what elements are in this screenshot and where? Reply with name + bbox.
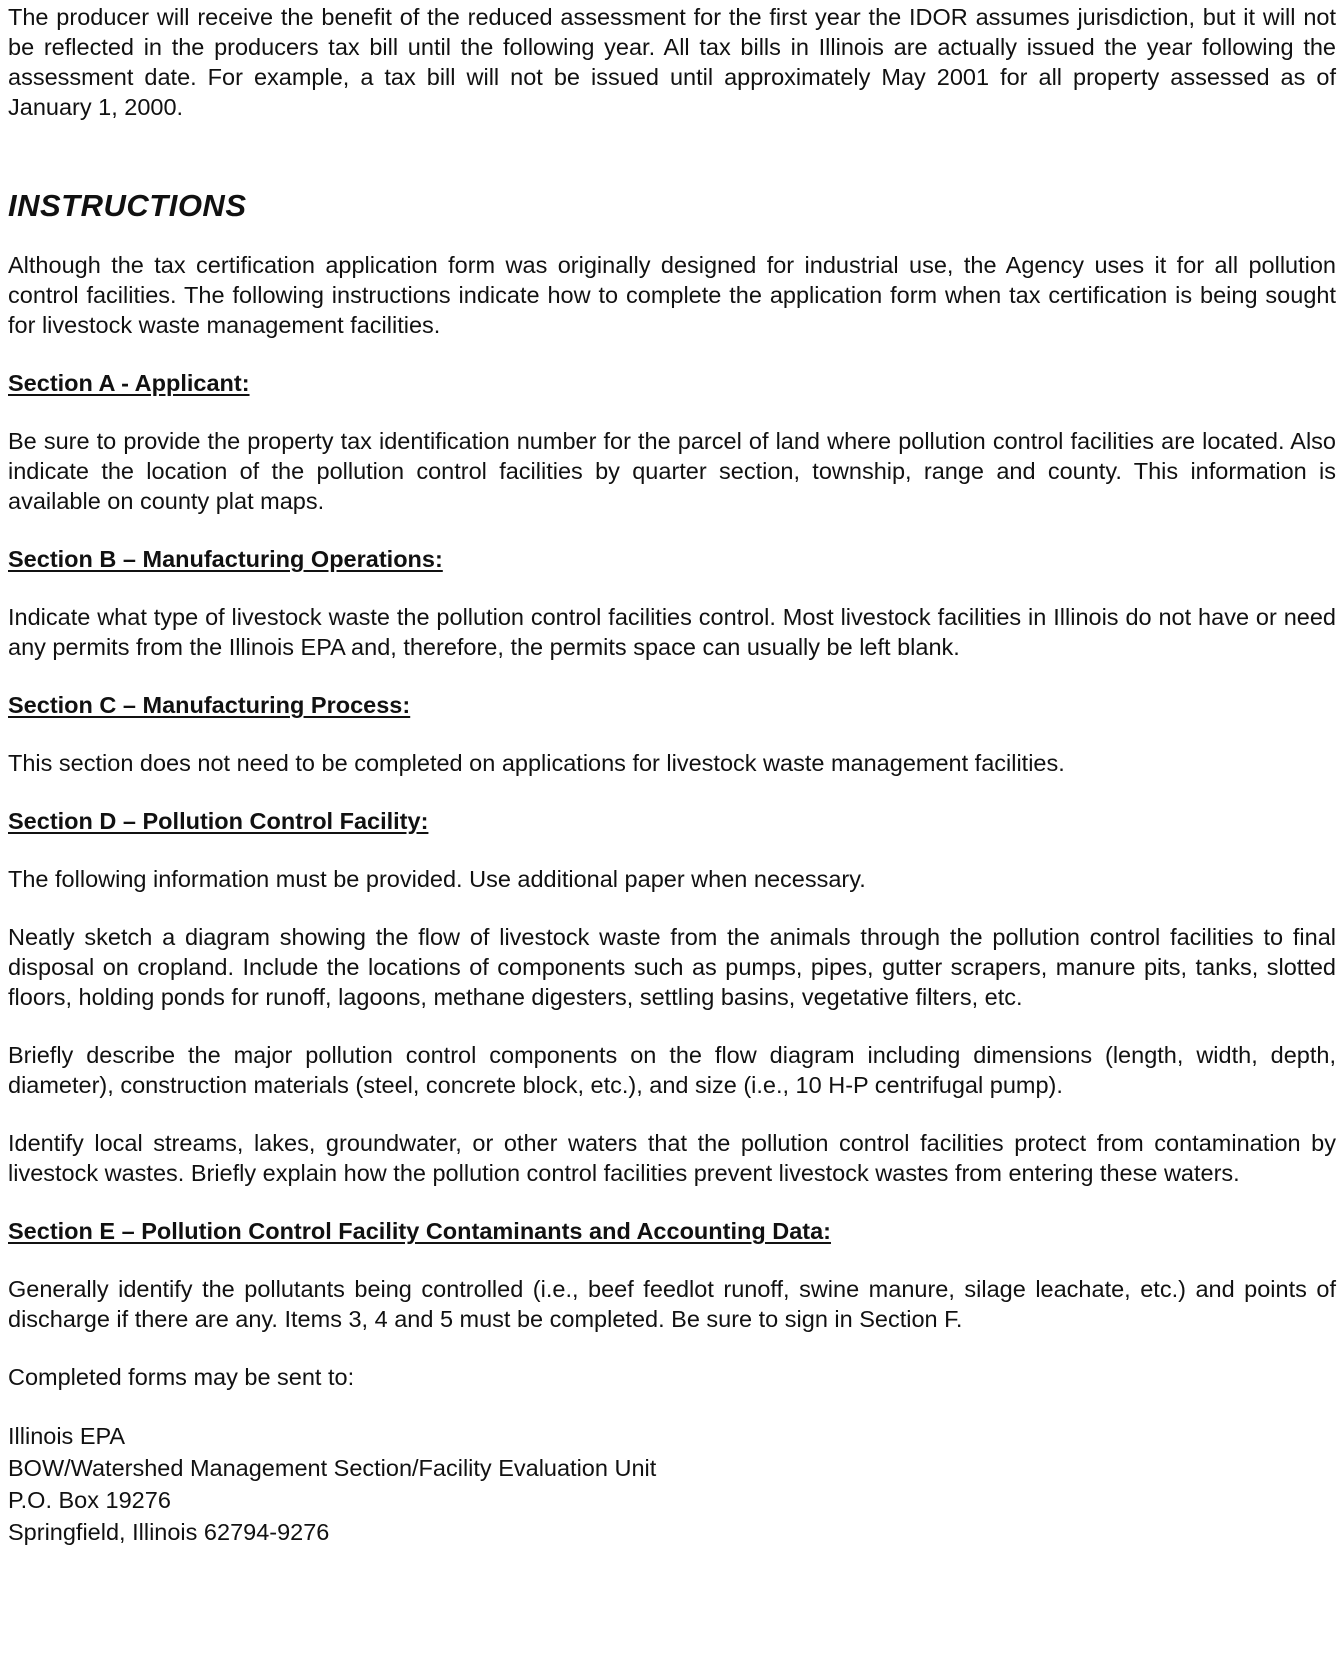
document-page [0, 2, 1344, 1666]
section-c-heading: Section C – Manufacturing Process: [8, 692, 411, 718]
section-e-heading: Section E – Pollution Control Facility Contaminants and Accounting Data: [8, 1218, 831, 1244]
section-d-paragraph-3: Briefly describe the major pollution control components on the flow diagram including dimensions (length, width, depth, diameter), construction materials (steel, concrete block, etc.), and size (i.e., 10 H-P centrifugal pump). [8, 1042, 1336, 1098]
address-line-4: Springfield, Illinois 62794-9276 [8, 1519, 330, 1545]
intro-paragraph: The producer will receive the benefit of the reduced assessment for the first year the IDOR assumes jurisdiction, but it will not be reflected in the producers tax bill until the following year. All tax bills in Illinois are actually issued the year following the assessment date. For example, a tax bill will not be issued until approximately May 2001 for all property assessed as of January 1, 2000. [8, 4, 1336, 120]
address-line-1: Illinois EPA [8, 1423, 126, 1449]
section-d-paragraph-2: Neatly sketch a diagram showing the flow of livestock waste from the animals through the pollution control facilities to final disposal on cropland. Include the locations of components such as pumps, pipes, gutter scrapers, manure pits, tanks, slotted floors, holding ponds for runoff, lagoons, methane digesters, settling basins, vegetative filters, etc. [8, 924, 1336, 1010]
section-d-paragraph-4: Identify local streams, lakes, groundwater, or other waters that the pollution control facilities protect from contamination by livestock wastes. Briefly explain how the pollution control facilities prevent livestock wastes from entering these waters. [8, 1130, 1336, 1186]
section-b-paragraph: Indicate what type of livestock waste the pollution control facilities control. Most livestock facilities in Illinois do not have or need any permits from the Illinois EPA and, therefore, the permits space can usually be left blank. [8, 604, 1336, 660]
address-line-2: BOW/Watershed Management Section/Facility Evaluation Unit [8, 1455, 657, 1481]
section-d-paragraph-1: The following information must be provided. Use additional paper when necessary. [8, 866, 866, 892]
section-a-heading: Section A - Applicant: [8, 370, 250, 396]
section-c-paragraph: This section does not need to be completed on applications for livestock waste management facilities. [8, 750, 1065, 776]
section-e-paragraph-1: Generally identify the pollutants being controlled (i.e., beef feedlot runoff, swine manure, silage leachate, etc.) and points of discharge if there are any. Items 3, 4 and 5 must be completed. Be sure to sign in Section F. [8, 1276, 1336, 1332]
instructions-intro-paragraph: Although the tax certification application form was originally designed for industrial use, the Agency uses it for all pollution control facilities. The following instructions indicate how to complete the application form when tax certification is being sought for livestock waste management facilities. [8, 252, 1336, 338]
section-e-paragraph-2: Completed forms may be sent to: [8, 1364, 355, 1390]
address-line-3: P.O. Box 19276 [8, 1487, 171, 1513]
mailing-address [8, 1420, 1336, 1548]
instructions-heading: INSTRUCTIONS [8, 188, 247, 223]
section-d-heading: Section D – Pollution Control Facility: [8, 808, 429, 834]
section-b-heading: Section B – Manufacturing Operations: [8, 546, 443, 572]
section-a-paragraph: Be sure to provide the property tax identification number for the parcel of land where pollution control facilities are located. Also indicate the location of the pollution control facilities by quarter section, township, range and county. This information is available on county plat maps. [8, 428, 1336, 514]
